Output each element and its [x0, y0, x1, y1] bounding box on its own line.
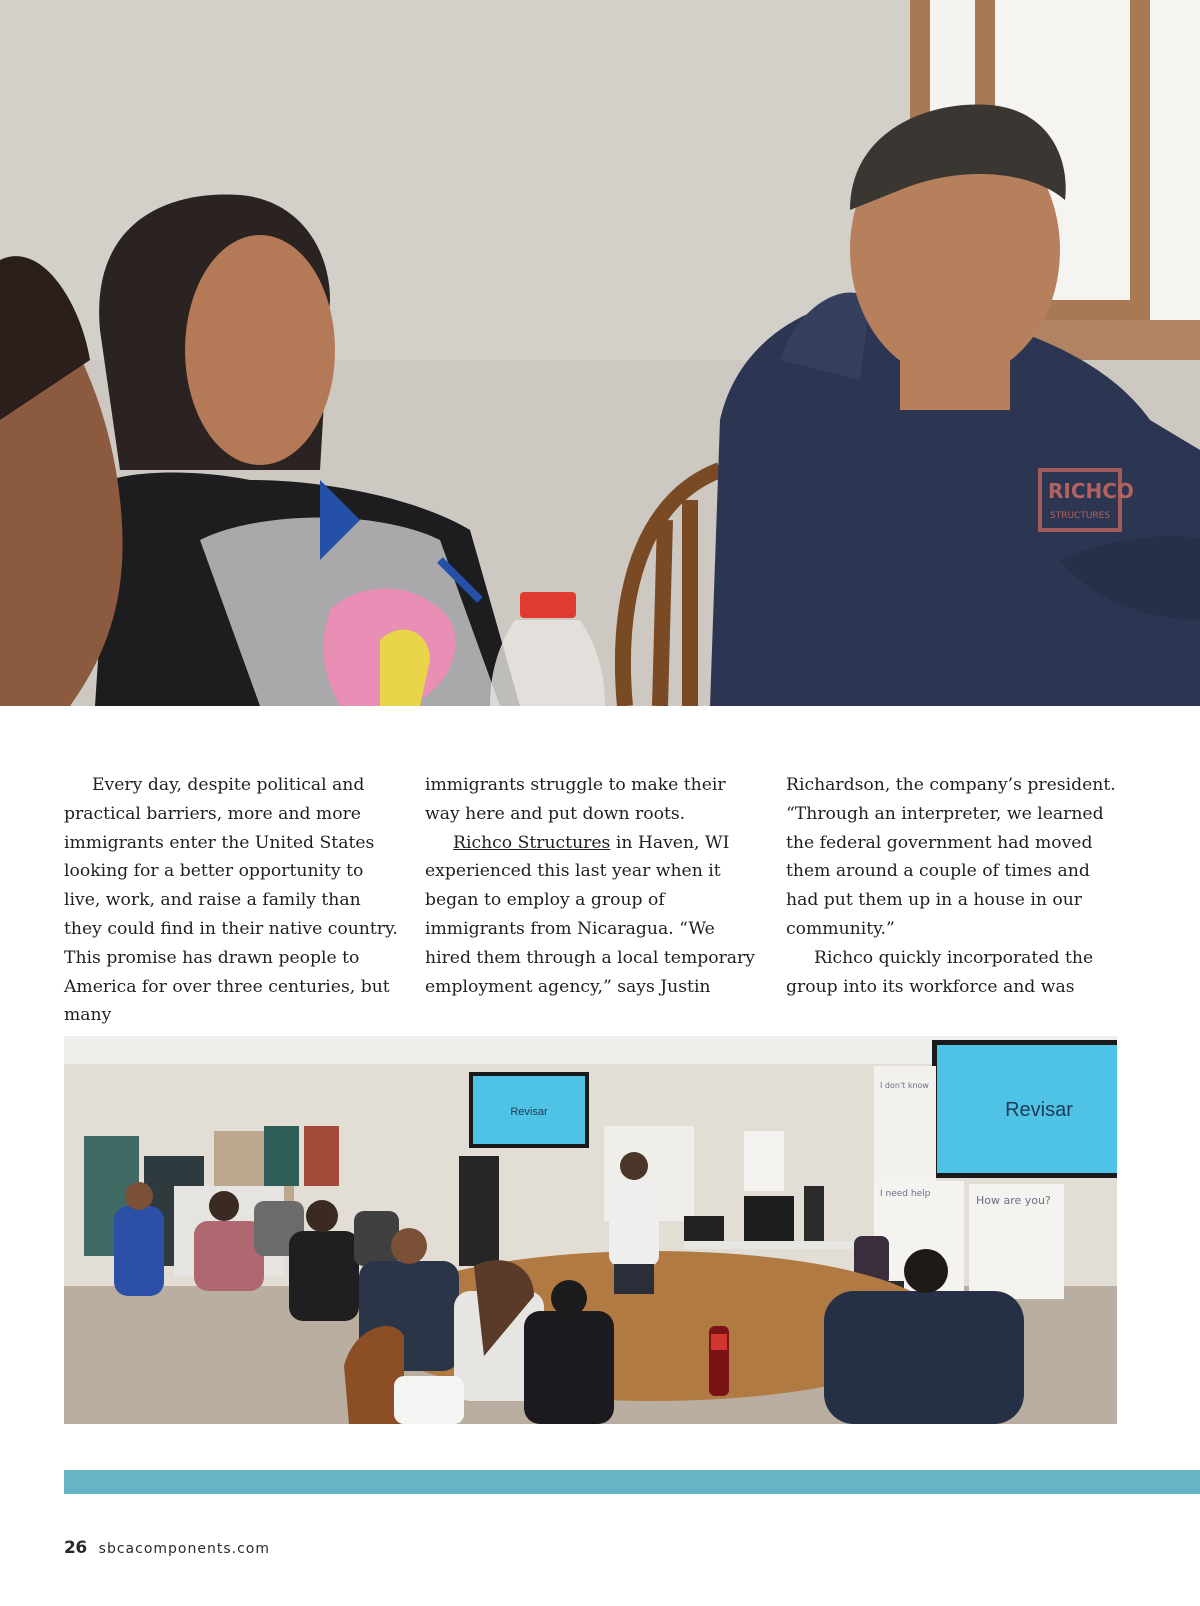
- article-column-3: [786, 771, 1122, 1030]
- article-column-2: [425, 771, 761, 1030]
- tv-screen-large-text: Revisar: [1005, 1099, 1073, 1121]
- site-url[interactable]: sbcacomponents.com: [98, 1541, 270, 1557]
- paragraph: Richco quickly incorporated the group into its workforce and was: [786, 947, 1094, 997]
- folded-table: [459, 1156, 499, 1266]
- hero-photo: [0, 0, 1200, 706]
- hoodie-logo-text: RICHCO: [1048, 479, 1134, 503]
- paragraph: immigrants struggle to make their way here and put down roots.: [425, 775, 726, 824]
- paragraph-text: in Haven, WI experienced this last year when it began to employ a group of immigrants from Nicaragua. “We hired them through a local temporary employment agency,” says Justin: [425, 832, 755, 997]
- paragraph: Richardson, the company’s president. “Through an interpreter, we learned the federal government had moved them around a couple of times and had put them up in a house in our community.”: [786, 775, 1116, 939]
- classroom-photo: [64, 1036, 1117, 1424]
- soda-bottle: [709, 1326, 729, 1396]
- article-column-1: [64, 771, 400, 1030]
- paragraph: Every day, despite political and practical barriers, more and more immigrants enter the United States looking for a better opportunity to live, work, and raise a family than they could find in their native country. This promise has drawn people to America for over three centuries, but many: [64, 775, 398, 1026]
- paragraph: [425, 829, 761, 1002]
- richco-structures-link[interactable]: Richco Structures: [453, 832, 611, 853]
- page-number: 26: [64, 1538, 87, 1558]
- hoodie-logo-subtext: STRUCTURES: [1050, 511, 1111, 521]
- tv-screen-small: [469, 1072, 589, 1148]
- page-footer: [64, 1538, 270, 1558]
- sheet-text-need-help: I need help: [880, 1189, 931, 1199]
- accent-bar: [64, 1470, 1200, 1494]
- tv-screen-small-text: Revisar: [510, 1106, 548, 1118]
- article-body: [64, 771, 1122, 1030]
- classroom-photo-illustration: [64, 1036, 1117, 1424]
- hero-photo-illustration: [0, 0, 1200, 706]
- sheet-text-how-are-you: How are you?: [976, 1194, 1051, 1207]
- sheet-text-dont-know: I don't know: [880, 1081, 929, 1090]
- tv-screen-large: [932, 1040, 1117, 1178]
